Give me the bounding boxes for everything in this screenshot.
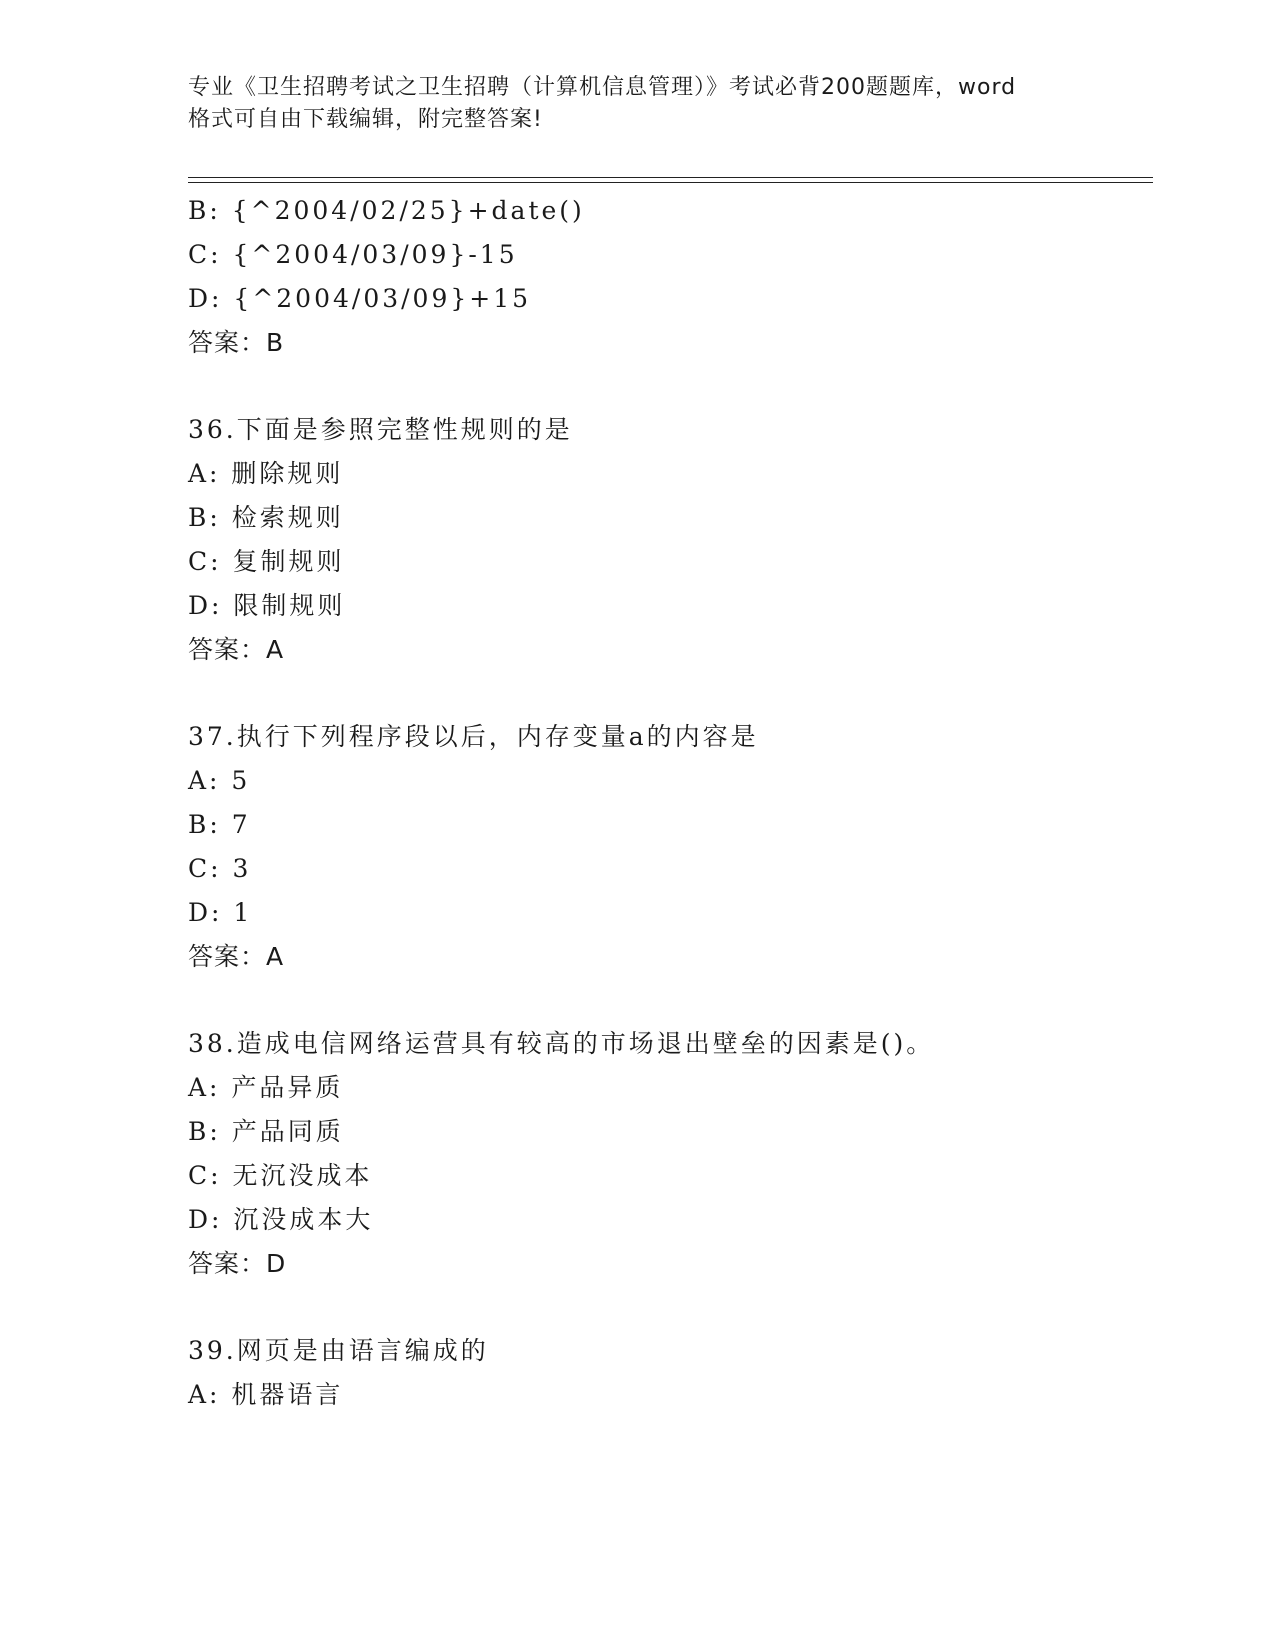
- q36-option-c: C: 复制规则: [188, 547, 345, 576]
- q36-option-b: B: 检索规则: [188, 503, 344, 532]
- q38-option-c: C: 无沉没成本: [188, 1161, 373, 1190]
- q37-option-d: D: 1: [188, 898, 253, 927]
- q38-stem: 38.造成电信网络运营具有较高的市场退出壁垒的因素是()。: [188, 1029, 935, 1058]
- q36-stem: 36.下面是参照完整性规则的是: [188, 415, 573, 444]
- document-header: [188, 72, 1088, 136]
- q35-option-c: C: {^2004/03/09}-15: [188, 240, 518, 269]
- q37-stem: 37.执行下列程序段以后，内存变量a的内容是: [188, 722, 759, 751]
- q35-option-b: B: {^2004/02/25}+date(): [188, 196, 585, 225]
- q37-answer: 答案：A: [188, 942, 285, 971]
- q38-option-b: B: 产品同质: [188, 1117, 344, 1146]
- header-line-2: 格式可自由下载编辑，附完整答案!: [188, 107, 543, 132]
- q35-answer: 答案：B: [188, 328, 285, 357]
- q37-option-c: C: 3: [188, 854, 252, 883]
- header-divider-bottom: [188, 182, 1153, 183]
- q37-option-a: A: 5: [188, 766, 251, 795]
- q37-option-b: B: 7: [188, 810, 251, 839]
- q36-option-a: A: 删除规则: [188, 459, 344, 488]
- q38-answer: 答案：D: [188, 1249, 287, 1278]
- q38-option-d: D: 沉没成本大: [188, 1205, 374, 1234]
- q36-option-d: D: 限制规则: [188, 591, 346, 620]
- q39-option-a: A: 机器语言: [188, 1380, 344, 1409]
- q38-option-a: A: 产品异质: [188, 1073, 344, 1102]
- q36-answer: 答案：A: [188, 635, 285, 664]
- q39-stem: 39.网页是由语言编成的: [188, 1336, 489, 1365]
- q35-option-d: D: {^2004/03/09}+15: [188, 284, 532, 313]
- header-divider-top: [188, 177, 1153, 178]
- header-line-1: 专业《卫生招聘考试之卫生招聘（计算机信息管理）》考试必背200题题库，word: [188, 75, 1017, 100]
